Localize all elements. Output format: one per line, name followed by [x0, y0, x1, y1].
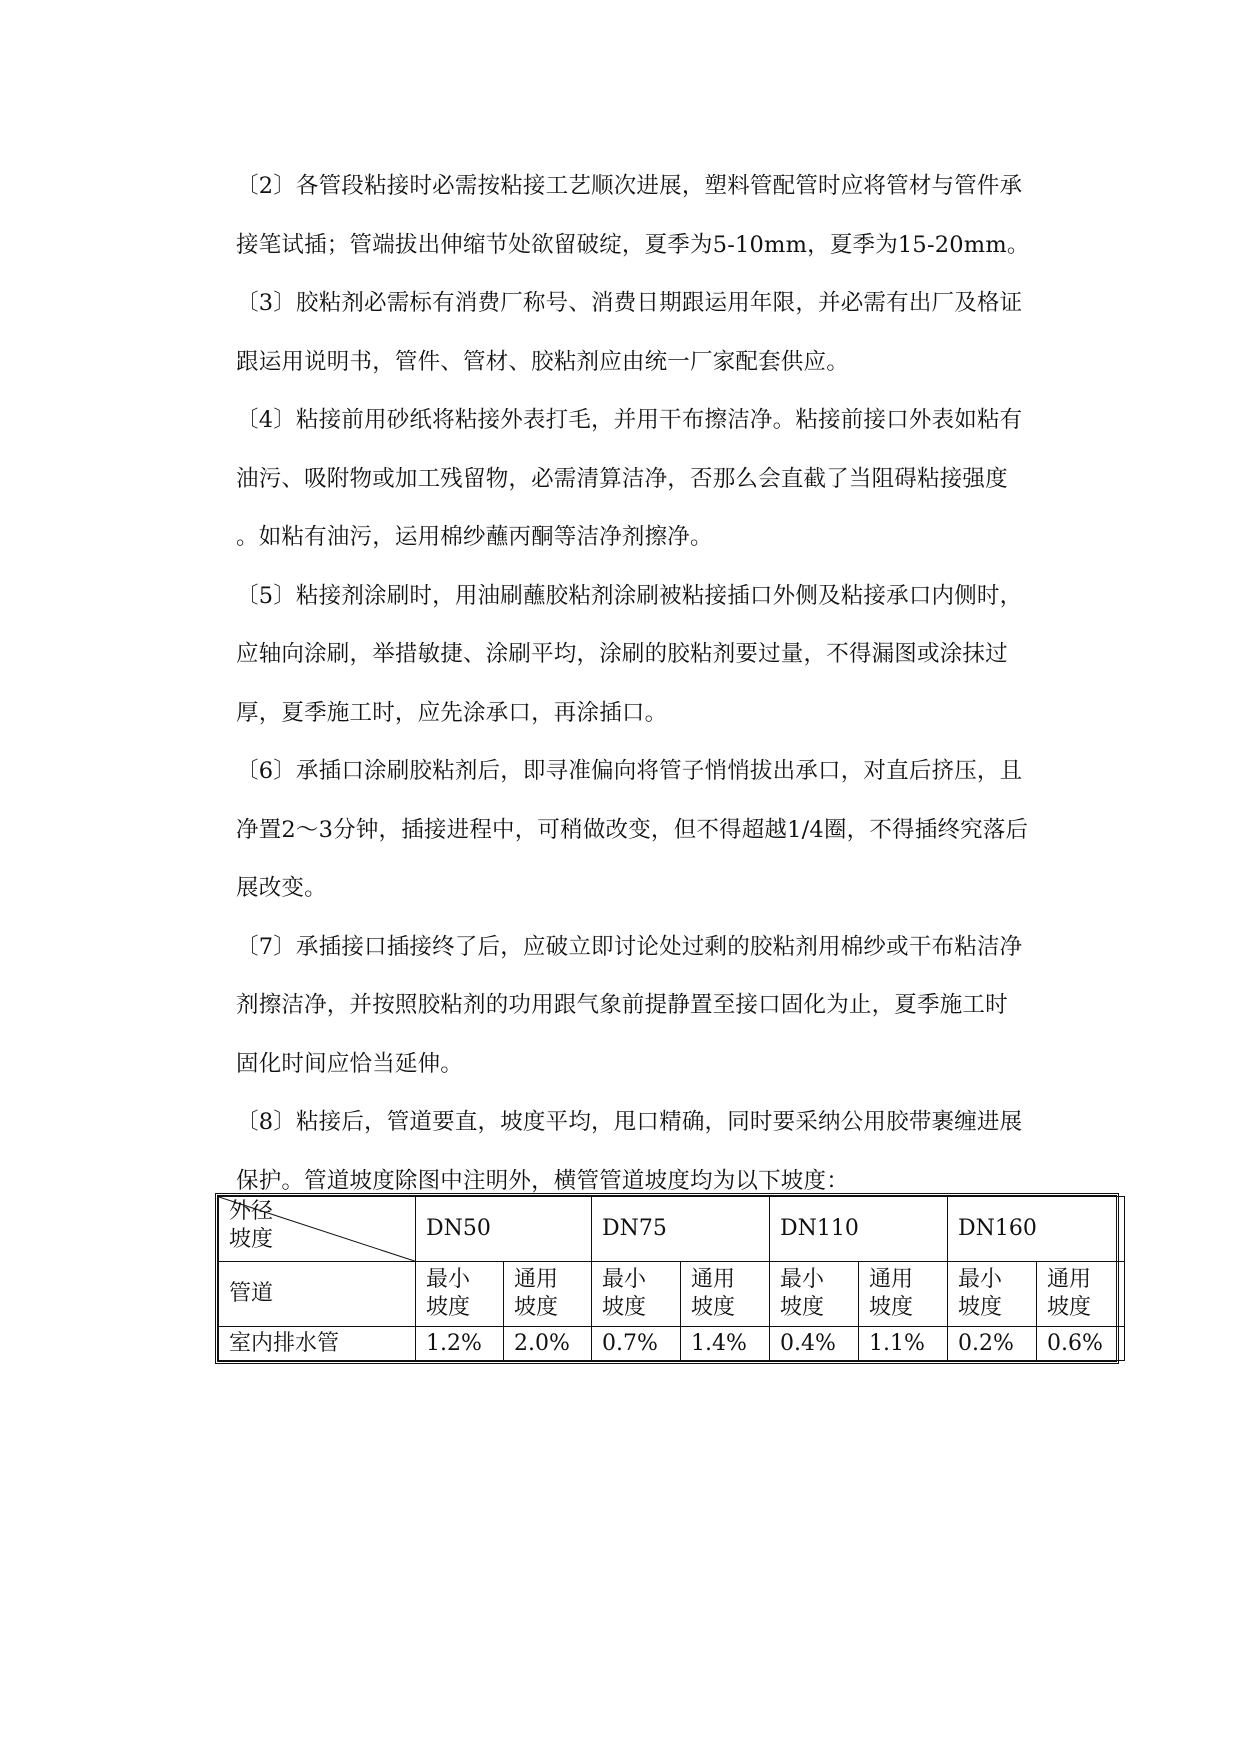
text-line: 剂擦洁净，并按照胶粘剂的功用跟气象前提静置至接口固化为止，夏季施工时 — [236, 992, 1008, 1018]
slope-table — [215, 1193, 1119, 1364]
text-line: 厚，夏季施工时，应先涂承口，再涂插口。 — [236, 699, 668, 726]
min-slope-header: 最小 坡度 — [416, 1262, 504, 1327]
text-line: 〔6〕承插口涂刷胶粘剂后，即寻准偏向将管子悄悄拔出承口，对直后挤压，且 — [236, 758, 1023, 784]
value-cell: 1.2% — [416, 1327, 504, 1361]
corner-label-slope: 坡度 — [229, 1227, 274, 1252]
text-line: 净置2～3分钟，插接进程中，可稍做改变，但不得超越1/4圈，不得插终究落后 — [236, 816, 1029, 843]
body-text — [236, 163, 1096, 1216]
general-slope-header: 通用 坡度 — [681, 1262, 770, 1327]
corner-label-diameter: 外径 — [229, 1199, 274, 1224]
value-cell: 1.1% — [859, 1327, 948, 1361]
pipe-header-cell: 管道 — [219, 1262, 416, 1327]
diameter-header: DN110 — [770, 1197, 948, 1262]
text-line: 油污、吸附物或加工残留物，必需清算洁净，否那么会直截了当阻碍粘接强度 — [236, 465, 1008, 492]
text-line: 固化时间应恰当延伸。 — [236, 1050, 464, 1077]
value-cell: 0.2% — [948, 1327, 1037, 1361]
text-line: 跟运用说明书，管件、管材、胶粘剂应由统一厂家配套供应。 — [236, 348, 849, 375]
value-cell: 1.4% — [681, 1327, 770, 1361]
min-slope-header: 最小 坡度 — [592, 1262, 681, 1327]
general-slope-header: 通用 坡度 — [504, 1262, 592, 1327]
text-line: 。如粘有油污，运用棉纱蘸丙酮等洁净剂擦净。 — [236, 524, 713, 550]
text-line: 展改变。 — [236, 875, 327, 901]
diameter-header: DN50 — [416, 1197, 592, 1262]
slope-table-grid — [218, 1196, 1125, 1361]
value-cell: 0.6% — [1037, 1327, 1125, 1361]
text-line: 接笔试插；管端拔出伸缩节处欲留破绽，夏季为5-10mm，夏季为15-20mm。 — [236, 231, 1030, 258]
row-label-cell: 室内排水管 — [219, 1327, 416, 1361]
general-slope-header: 通用 坡度 — [859, 1262, 948, 1327]
corner-header-cell — [219, 1197, 416, 1262]
text-line: 应轴向涂刷，举措敏捷、涂刷平均，涂刷的胶粘剂要过量，不得漏图或涂抹过 — [236, 641, 1008, 667]
diameter-header: DN160 — [948, 1197, 1125, 1262]
text-line: 〔4〕粘接前用砂纸将粘接外表打毛，并用干布擦洁净。粘接前接口外表如粘有 — [236, 407, 1023, 433]
value-cell: 0.7% — [592, 1327, 681, 1361]
min-slope-header: 最小 坡度 — [948, 1262, 1037, 1327]
diameter-header: DN75 — [592, 1197, 770, 1262]
value-cell: 0.4% — [770, 1327, 859, 1361]
text-line: 〔7〕承插接口插接终了后，应破立即讨论处过剩的胶粘剂用棉纱或干布粘洁净 — [236, 933, 1023, 960]
text-line: 〔3〕胶粘剂必需标有消费厂称号、消费日期跟运用年限，并必需有出厂及格证 — [236, 290, 1023, 316]
text-line: 〔5〕粘接剂涂刷时，用油刷蘸胶粘剂涂刷被粘接插口外侧及粘接承口内侧时， — [236, 582, 1023, 609]
general-slope-header: 通用 坡度 — [1037, 1262, 1125, 1327]
text-line: 保护。管道坡度除图中注明外，横管管道坡度均为以下坡度： — [236, 1167, 849, 1194]
min-slope-header: 最小 坡度 — [770, 1262, 859, 1327]
text-line: 〔8〕粘接后，管道要直，坡度平均，甩口精确，同时要采纳公用胶带裹缠进展 — [236, 1109, 1023, 1135]
value-cell: 2.0% — [504, 1327, 592, 1361]
text-line: 〔2〕各管段粘接时必需按粘接工艺顺次进展，塑料管配管时应将管材与管件承 — [236, 173, 1023, 199]
